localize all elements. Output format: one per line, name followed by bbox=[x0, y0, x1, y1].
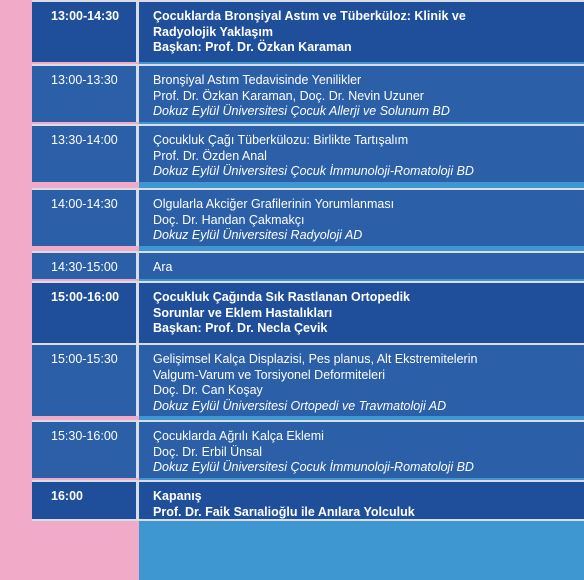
session-title: Çocukluk Çağında Sık Rastlanan Ortopedik bbox=[153, 290, 411, 304]
schedule-row bbox=[32, 343, 584, 416]
talk-title: Gelişimsel Kalça Displazisi, Pes planus, Alt Ekstremitelerin bbox=[153, 352, 478, 366]
talk-speakers: Prof. Dr. Özden Anal bbox=[153, 148, 267, 163]
content-cell bbox=[139, 422, 584, 478]
talk-institution: Dokuz Eylül Üniversitesi Çocuk Allerji ve Solunum BD bbox=[153, 104, 450, 118]
closing-subtitle: Prof. Dr. Faik Sarıalioğlu ile Anılara Yolculuk bbox=[153, 504, 415, 519]
session-title: Radyolojik Yaklaşım bbox=[153, 24, 273, 39]
time-cell: 15:00-16:00 bbox=[32, 283, 136, 343]
time-cell: 13:00-13:30 bbox=[32, 66, 136, 122]
schedule-row-session-header bbox=[32, 281, 584, 343]
content-cell bbox=[139, 482, 584, 519]
content-cell bbox=[139, 2, 584, 62]
time-cell: 15:30-16:00 bbox=[32, 422, 136, 478]
break-label: Ara bbox=[153, 260, 173, 274]
schedule-row bbox=[32, 124, 584, 182]
talk-title: Olgularla Akciğer Grafilerinin Yorumlanması bbox=[153, 197, 395, 211]
content-cell bbox=[139, 190, 584, 246]
schedule-row-break bbox=[32, 251, 584, 279]
talk-speakers: Doç. Dr. Handan Çakmakçı bbox=[153, 212, 305, 227]
schedule-row bbox=[32, 188, 584, 246]
content-cell bbox=[139, 283, 584, 343]
schedule-row bbox=[32, 64, 584, 122]
talk-institution: Dokuz Eylül Üniversitesi Çocuk İmmunoloji-Romatoloji BD bbox=[153, 164, 474, 178]
session-title: Çocuklarda Bronşiyal Astım ve Tüberküloz: Klinik ve bbox=[153, 9, 466, 23]
time-cell: 14:30-15:00 bbox=[32, 253, 136, 279]
talk-institution: Dokuz Eylül Üniversitesi Radyoloji AD bbox=[153, 228, 363, 242]
session-chair: Başkan: Prof. Dr. Özkan Karaman bbox=[153, 40, 352, 54]
talk-speakers: Doç. Dr. Erbil Ünsal bbox=[153, 444, 263, 459]
talk-institution: Dokuz Eylül Üniversitesi Çocuk İmmunoloji-Romatoloji BD bbox=[153, 460, 474, 474]
time-cell: 15:00-15:30 bbox=[32, 345, 136, 416]
content-cell bbox=[139, 345, 584, 416]
schedule-row-closing bbox=[32, 480, 584, 519]
time-cell: 13:30-14:00 bbox=[32, 126, 136, 182]
time-cell: 13:00-14:30 bbox=[32, 2, 136, 62]
content-cell bbox=[139, 126, 584, 182]
closing-title: Kapanış bbox=[153, 489, 202, 503]
content-cell bbox=[139, 253, 584, 279]
schedule-bottom-divider bbox=[32, 519, 584, 521]
schedule-row bbox=[32, 420, 584, 478]
talk-speakers: Prof. Dr. Özkan Karaman, Doç. Dr. Nevin Uzuner bbox=[153, 88, 424, 103]
talk-speakers: Doç. Dr. Can Koşay bbox=[153, 383, 263, 397]
talk-title: Bronşiyal Astım Tedavisinde Yenilikler bbox=[153, 73, 362, 87]
talk-institution: Dokuz Eylül Üniversitesi Ortopedi ve Travmatoloji AD bbox=[153, 398, 447, 413]
session-chair: Başkan: Prof. Dr. Necla Çevik bbox=[153, 321, 328, 335]
talk-title: Çocuklarda Ağrılı Kalça Eklemi bbox=[153, 429, 324, 443]
talk-title: Valgum-Varum ve Torsiyonel Deformiteleri bbox=[153, 367, 386, 382]
time-cell: 16:00 bbox=[32, 482, 136, 519]
session-title: Sorunlar ve Eklem Hastalıkları bbox=[153, 305, 333, 320]
schedule-row-session-header bbox=[32, 0, 584, 62]
content-cell bbox=[139, 66, 584, 122]
talk-title: Çocukluk Çağı Tüberkülozu: Birlikte Tartışalım bbox=[153, 133, 409, 147]
time-cell: 14:00-14:30 bbox=[32, 190, 136, 246]
